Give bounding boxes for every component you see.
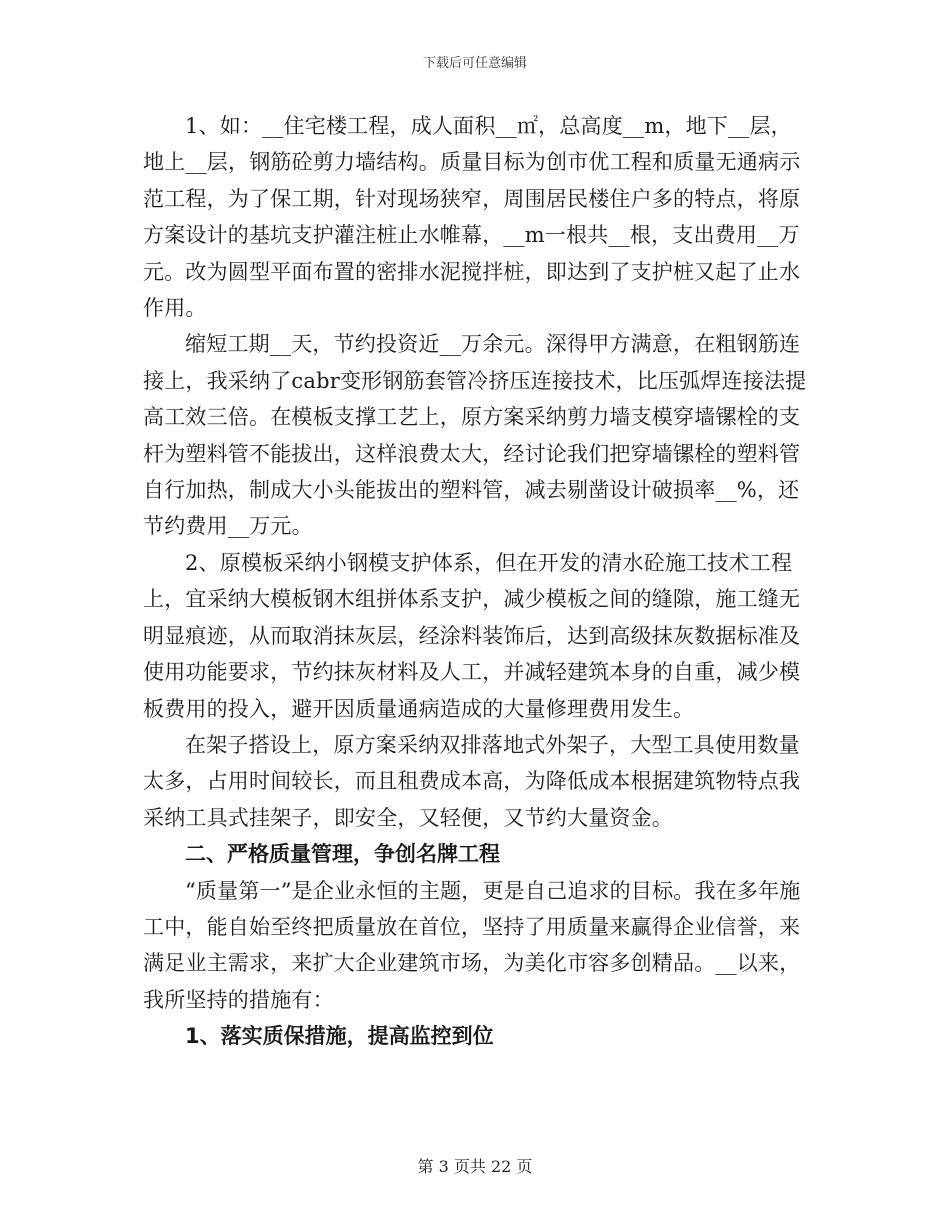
section-heading-quality: 二、严格质量管理，争创名牌工程: [185, 842, 500, 867]
paragraph-3: 2、原模板采纳小钢模支护体系，但在开发的清水砼施工技术工程上，宜采纳大模板钢木组拼体系支护，减少模板之间的缝隙，施工缝无明显痕迹，从而取消抹灰层，经涂料装饰后，达到高级抹灰数据标准及使用功能要求，节约抹灰材料及人工，并减轻建筑本身的自重，减少模板费用的投入，避开因质量通病造成的大量修理费用发生。: [143, 550, 801, 721]
paragraph-4: 在架子搭设上，原方案采纳双排落地式外架子，大型工具使用数量太多，占用时间较长，而且租费成本高，为降低成本根据建筑物特点我采纳工具式挂架子，即安全，又轻便，又节约大量资金。: [143, 732, 801, 830]
subsection-heading-measures: 1、落实质保措施，提高监控到位: [185, 1024, 494, 1049]
page-header: 下载后可任意编辑: [422, 56, 527, 71]
page-footer: 第 3 页共 22 页: [417, 1157, 533, 1176]
paragraph-1: 1、如：__住宅楼工程，成人面积__㎡，总高度__m，地下__层，地上__层，钢筋砼剪力墙结构。质量目标为创市优工程和质量无通病示范工程，为了保工期，针对现场狭窄，周围居民楼住户多的特点，将原方案设计的基坑支护灌注桩止水帷幕，__m一根共__根，支出费用__万元。改为圆型平面布置的密排水泥搅拌桩，即达到了支护桩又起了止水作用。: [143, 114, 801, 321]
paragraph-2: 缩短工期__天，节约投资近__万余元。深得甲方满意，在粗钢筋连接上，我采纳了cabr变形钢筋套管冷挤压连接技术，比压弧焊连接法提高工效三倍。在模板支撑工艺上，原方案采纳剪力墙支模穿墙镙栓的支杆为塑料管不能拔出，这样浪费太大，经讨论我们把穿墙镙栓的塑料管自行加热，制成大小头能拔出的塑料管，减去剔凿设计破损率__%，还节约费用__万元。: [143, 332, 807, 539]
document-body: [143, 108, 808, 1055]
paragraph-5: “质量第一”是企业永恒的主题，更是自己追求的目标。我在多年施工中，能自始至终把质量放在首位，坚持了用质量来赢得企业信誉，来满足业主需求，来扩大企业建筑市场，为美化市容多创精品。__以来，我所坚持的措施有：: [143, 878, 801, 1012]
